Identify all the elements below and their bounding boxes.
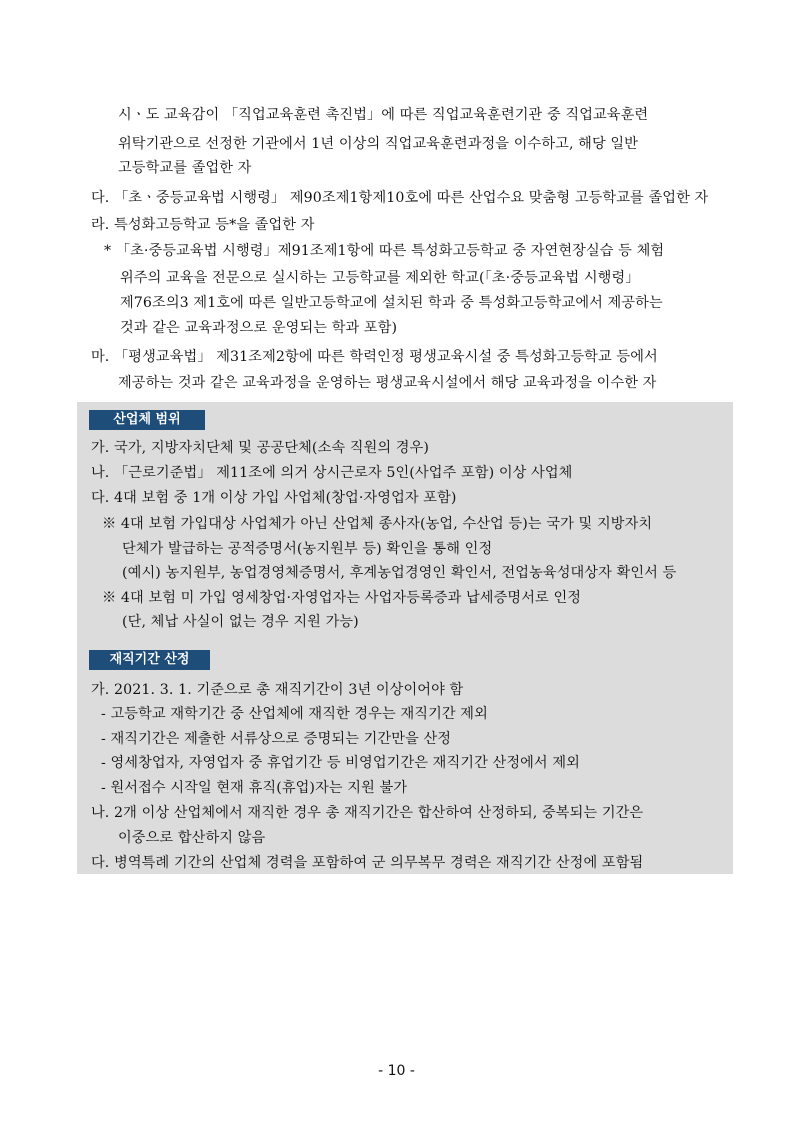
- text-line: (예시) 농지원부, 농업경영체증명서, 후계농업경영인 확인서, 전업농육성대상자 확인서 등: [122, 565, 677, 581]
- page-number: - 10 -: [378, 1063, 415, 1079]
- text-line: 것과 같은 교육과정으로 운영되는 학과 포함): [120, 320, 398, 336]
- text-line: 다. 4대 보험 중 1개 이상 가입 사업체(창업·자영업자 포함): [91, 490, 457, 506]
- section-title-industry: 산업체 범위: [89, 410, 205, 430]
- text-line: 위탁기관으로 선정한 기관에서 1년 이상의 직업교육훈련과정을 이수하고, 해당 일반: [118, 136, 638, 152]
- text-line: 나. 「근로기준법」 제11조에 의거 상시근로자 5인(사업주 포함) 이상 사업체: [91, 465, 573, 481]
- text-line: ※ 4대 보험 미 가입 영세창업·자영업자는 사업자등록증과 납세증명서로 인정: [102, 590, 582, 606]
- text-line: 라. 특성화고등학교 등*을 졸업한 자: [91, 217, 315, 233]
- text-line: - 고등학교 재학기간 중 산업체에 재직한 경우는 재직기간 제외: [101, 706, 488, 722]
- text-line: 단체가 발급하는 공적증명서(농지원부 등) 확인을 통해 인정: [122, 541, 493, 557]
- text-line: 위주의 교육을 전문으로 실시하는 고등학교를 제외한 학교(「초·중등교육법 시행령」: [120, 270, 640, 286]
- text-line: - 원서접수 시작일 현재 휴직(휴업)자는 지원 불가: [101, 780, 408, 796]
- text-line: 나. 2개 이상 산업체에서 재직한 경우 총 재직기간은 합산하여 산정하되, 중복되는 기간은: [91, 805, 644, 821]
- text-line: ※ 4대 보험 가입대상 사업체가 아닌 산업체 종사자(농업, 수산업 등)는 국가 및 지방자치: [102, 516, 653, 532]
- text-line: - 영세창업자, 자영업자 중 휴업기간 등 비영업기간은 재직기간 산정에서 제외: [101, 755, 580, 771]
- section-title-employment: 재직기간 산정: [89, 650, 210, 670]
- text-line: 이중으로 합산하지 않음: [118, 830, 266, 846]
- text-line: 제76조의3 제1호에 따른 일반고등학교에 설치된 학과 중 특성화고등학교에서 제공하는: [120, 295, 663, 311]
- text-line: 마. 「평생교육법」 제31조제2항에 따른 학력인정 평생교육시설 중 특성화고등학교 등에서: [91, 349, 658, 365]
- text-line: - 재직기간은 제출한 서류상으로 증명되는 기간만을 산정: [101, 731, 452, 747]
- text-line: 다. 병역특례 기간의 산업체 경력을 포함하여 군 의무복무 경력은 재직기간 산정에 포함됨: [91, 855, 644, 871]
- text-line: (단, 체납 사실이 없는 경우 지원 가능): [122, 614, 359, 630]
- text-line: 고등학교를 졸업한 자: [118, 160, 252, 176]
- text-line: 제공하는 것과 같은 교육과정을 운영하는 평생교육시설에서 해당 교육과정을 이수한 자: [118, 375, 657, 391]
- text-line: 가. 국가, 지방자치단체 및 공공단체(소속 직원의 경우): [91, 440, 430, 456]
- text-line: 가. 2021. 3. 1. 기준으로 총 재직기간이 3년 이상이어야 함: [91, 682, 464, 698]
- text-line: 시ㆍ도 교육감이 「직업교육훈련 촉진법」에 따른 직업교육훈련기관 중 직업교육훈련: [118, 107, 649, 123]
- text-line: * 「초·중등교육법 시행령」제91조제1항에 따른 특성화고등학교 중 자연현장실습 등 체험: [104, 243, 665, 259]
- text-line: 다. 「초ㆍ중등교육법 시행령」 제90조제1항제10호에 따른 산업수요 맞춤형 고등학교를 졸업한 자: [91, 190, 709, 206]
